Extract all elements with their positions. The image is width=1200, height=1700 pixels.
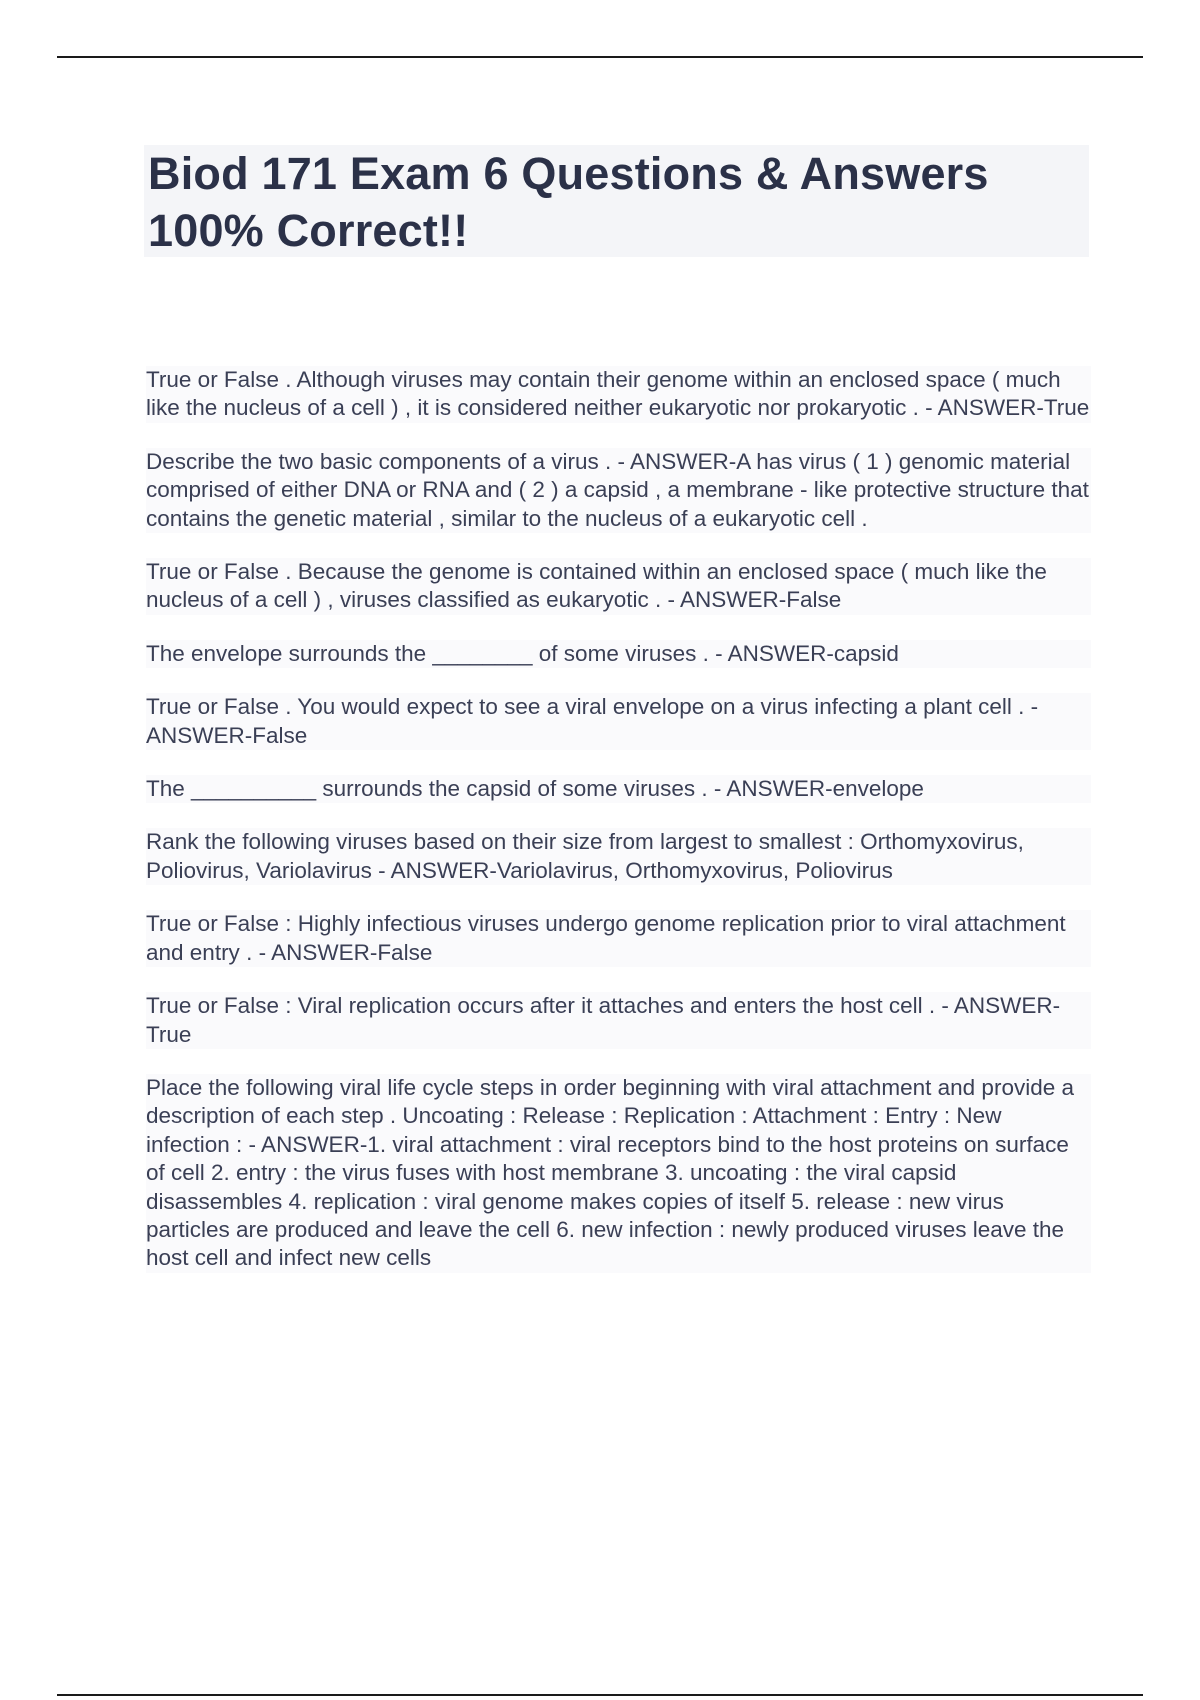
qa-item: The envelope surrounds the ________ of some viruses . - ANSWER-capsid xyxy=(146,640,1091,668)
top-divider xyxy=(57,56,1143,58)
qa-item: True or False . Although viruses may contain their genome within an enclosed space ( much like the nucleus of a cell ) , it is considered neither eukaryotic nor prokaryotic . - ANSWER-True xyxy=(146,366,1091,423)
qa-list xyxy=(146,366,1091,1298)
qa-item: The __________ surrounds the capsid of some viruses . - ANSWER-envelope xyxy=(146,775,1091,803)
qa-item: Rank the following viruses based on their size from largest to smallest : Orthomyxovirus, Poliovirus, Variolavirus - ANSWER-Variolavirus, Orthomyxovirus, Poliovirus xyxy=(146,828,1091,885)
page-title: Biod 171 Exam 6 Questions & Answers 100% Correct!! xyxy=(148,148,989,256)
qa-item: True or False : Highly infectious viruses undergo genome replication prior to viral attachment and entry . - ANSWER-False xyxy=(146,910,1091,967)
bottom-divider xyxy=(57,1694,1143,1696)
qa-item: True or False . You would expect to see a viral envelope on a virus infecting a plant cell . - ANSWER-False xyxy=(146,693,1091,750)
qa-item: True or False . Because the genome is contained within an enclosed space ( much like the nucleus of a cell ) , viruses classified as eukaryotic . - ANSWER-False xyxy=(146,558,1091,615)
qa-item: Place the following viral life cycle steps in order beginning with viral attachment and provide a description of each step . Uncoating : Release : Replication : Attachment : Entry : New infection : - ANSWER-1. viral attachment : viral receptors bind to the host proteins on surface of cell 2. entry : the virus fuses with host membrane 3. uncoating : the viral capsid disassembles 4. replication : viral genome makes copies of itself 5. release : new virus particles are produced and leave the cell 6. new infection : newly produced viruses leave the host cell and infect new cells xyxy=(146,1074,1091,1273)
qa-item: Describe the two basic components of a virus . - ANSWER-A has virus ( 1 ) genomic material comprised of either DNA or RNA and ( 2 ) a capsid , a membrane - like protective structure that contains the genetic material , similar to the nucleus of a eukaryotic cell . xyxy=(146,448,1091,533)
title-block xyxy=(144,145,1089,257)
qa-item: True or False : Viral replication occurs after it attaches and enters the host cell . - ANSWER-True xyxy=(146,992,1091,1049)
